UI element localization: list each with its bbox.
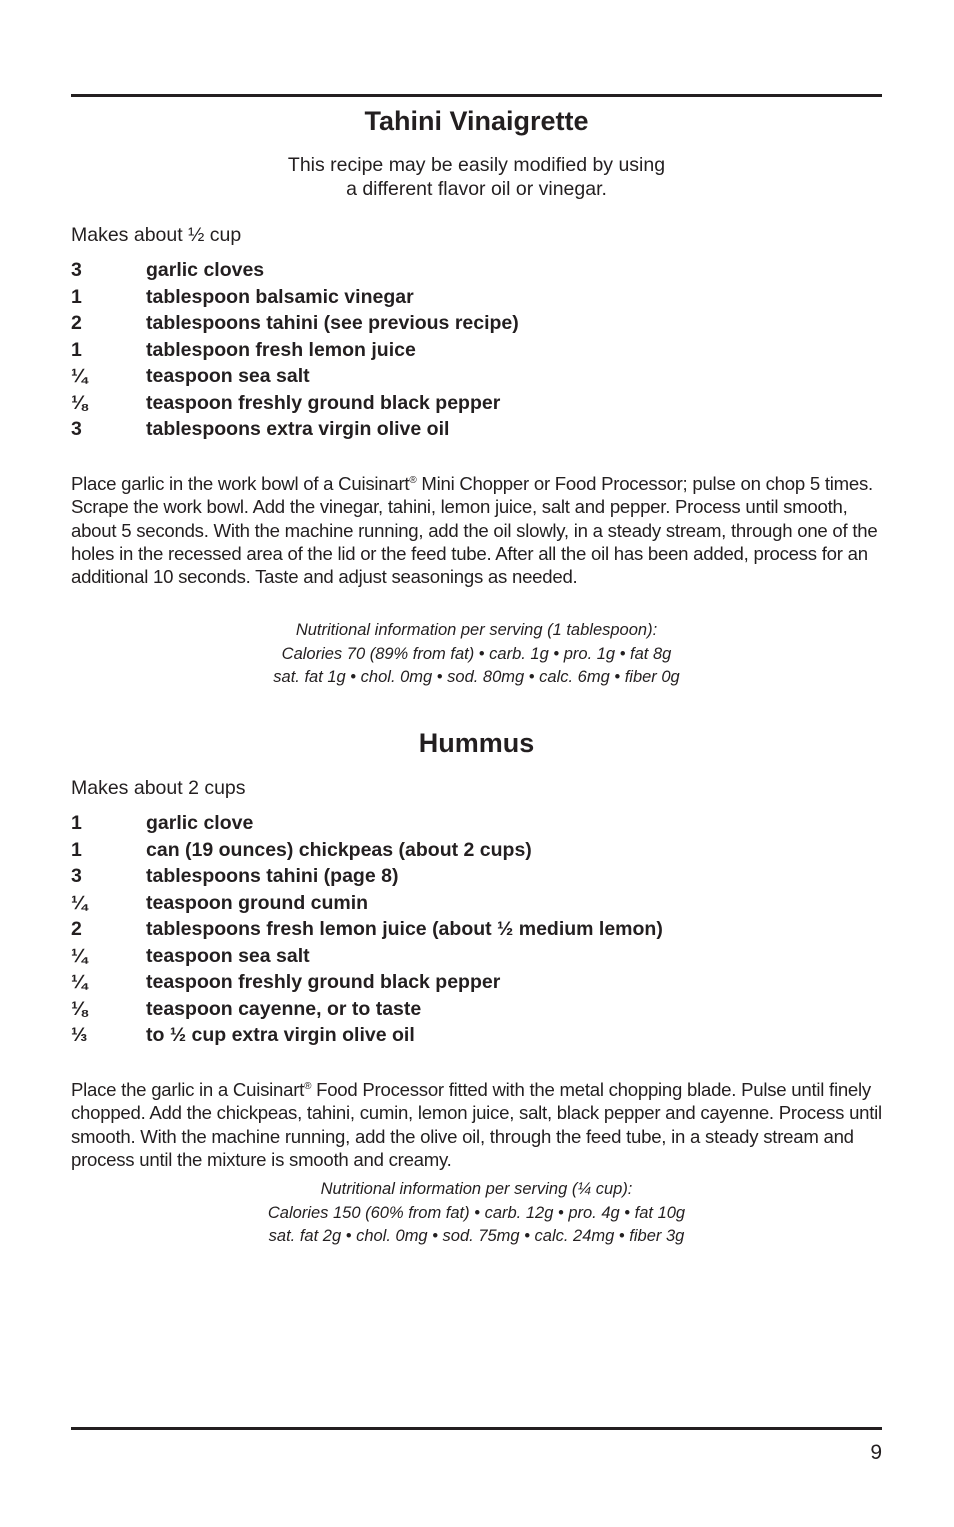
ingredient-item [71,363,519,390]
ingredient-text: tablespoons extra virgin olive oil [146,418,450,440]
registered-mark: ® [304,1080,312,1092]
ingredient-text: teaspoon freshly ground black pepper [146,391,501,414]
recipe-yield: Makes about ½ cup [71,224,242,246]
method-text: Mini Chopper or Food Processor; pulse on chop 5 times. Scrape the work bowl. Add the vinegar, tahini, lemon juice, salt and pepper. Process until smooth, about 5 seconds. With the machine running, add the oil slowly, in a steady stream, through one of the holes in the recessed area of the lid or the feed tube. After all the oil has been added, process for an additional 10 seconds. Taste and adjust seasonings as needed. [71,473,878,588]
ingredient-item [71,916,663,943]
recipe-method [71,1078,882,1171]
ingredient-quantity: 3 [71,259,82,281]
ingredient-item [71,943,663,970]
nutrition-line: sat. fat 1g • chol. 0mg • sod. 80mg • calc. 6mg • fiber 0g [273,668,680,687]
recipe-method [71,472,882,588]
nutrition-info [71,619,882,690]
ingredient-text: teaspoon cayenne, or to taste [146,997,422,1020]
ingredient-text: garlic cloves [146,259,265,281]
ingredient-item [71,416,519,443]
ingredient-item [71,257,519,284]
ingredient-text: teaspoon ground cumin [146,891,369,914]
ingredient-text: to ½ cup extra virgin olive oil [146,1024,415,1046]
ingredient-text: tablespoons tahini (page 8) [146,865,399,887]
ingredient-text: teaspoon sea salt [146,944,310,967]
nutrition-info [71,1178,882,1249]
ingredient-item [71,810,663,837]
ingredient-quantity: ¼ [71,944,88,967]
ingredient-quantity: 1 [71,838,82,861]
ingredient-quantity: ¼ [71,891,88,914]
ingredient-quantity: 1 [71,285,82,308]
ingredient-text: teaspoon sea salt [146,365,310,387]
ingredient-text: can (19 ounces) chickpeas (about 2 cups) [146,838,532,861]
ingredient-item [71,390,519,417]
ingredient-item [71,969,663,996]
nutrition-line: Nutritional information per serving (1 tablespoon): [295,621,658,639]
ingredient-quantity: ⅛ [71,997,88,1020]
intro-line: This recipe may be easily modified by using [287,154,666,176]
ingredient-quantity: 3 [71,865,82,887]
ingredient-quantity: 2 [71,918,82,940]
method-text: Place garlic in the work bowl of a Cuisinart [71,473,410,494]
recipe-title-tahini-vinaigrette: Tahini Vinaigrette [364,106,589,136]
bottom-rule [71,1427,882,1430]
ingredient-item [71,996,663,1023]
method-text: Food Processor fitted with the metal chopping blade. Pulse until finely chopped. Add the chickpeas, tahini, cumin, lemon juice, salt, black pepper and cayenne. Process until smooth. With the machine running, add the olive oil, through the feed tube, in a steady stream and process until the mixture is smooth and creamy. [71,1079,882,1170]
ingredient-quantity: ⅓ [71,1024,88,1046]
nutrition-line: Calories 150 (60% from fat) • carb. 12g • pro. 4g • fat 10g [267,1203,686,1222]
ingredient-quantity: ⅛ [71,391,88,414]
ingredient-quantity: 2 [71,312,82,334]
ingredient-text: tablespoon balsamic vinegar [146,285,414,308]
ingredient-item [71,863,663,890]
registered-mark: ® [409,474,417,486]
ingredient-text: garlic clove [146,812,254,834]
ingredient-item [71,337,519,364]
ingredient-item [71,284,519,311]
method-text: Place the garlic in a Cuisinart [71,1079,305,1100]
ingredient-quantity: 1 [71,338,82,361]
ingredient-quantity: ¼ [71,971,88,993]
ingredient-quantity: 3 [71,418,82,440]
nutrition-line: Nutritional information per serving (¼ cup): [320,1180,633,1198]
ingredient-text: tablespoons tahini (see previous recipe) [146,312,519,334]
ingredient-item [71,310,519,337]
ingredient-text: teaspoon freshly ground black pepper [146,971,501,993]
nutrition-line: sat. fat 2g • chol. 0mg • sod. 75mg • calc. 24mg • fiber 3g [268,1227,685,1246]
page-number: 9 [870,1441,882,1464]
ingredient-item [71,1022,663,1049]
ingredient-text: tablespoons fresh lemon juice (about ½ medium lemon) [146,918,663,940]
ingredient-quantity: 1 [71,812,82,834]
top-rule [71,94,882,97]
intro-line: a different flavor oil or vinegar. [346,178,607,200]
nutrition-line: Calories 70 (89% from fat) • carb. 1g • pro. 1g • fat 8g [281,644,672,663]
ingredient-item [71,890,663,917]
ingredient-list [71,257,519,443]
ingredient-list [71,810,663,1049]
ingredient-text: tablespoon fresh lemon juice [146,338,416,361]
ingredient-quantity: ¼ [71,365,88,387]
ingredient-item [71,837,663,864]
recipe-title-hummus: Hummus [418,728,535,758]
recipe-yield: Makes about 2 cups [71,777,246,799]
recipe-intro [71,153,882,201]
